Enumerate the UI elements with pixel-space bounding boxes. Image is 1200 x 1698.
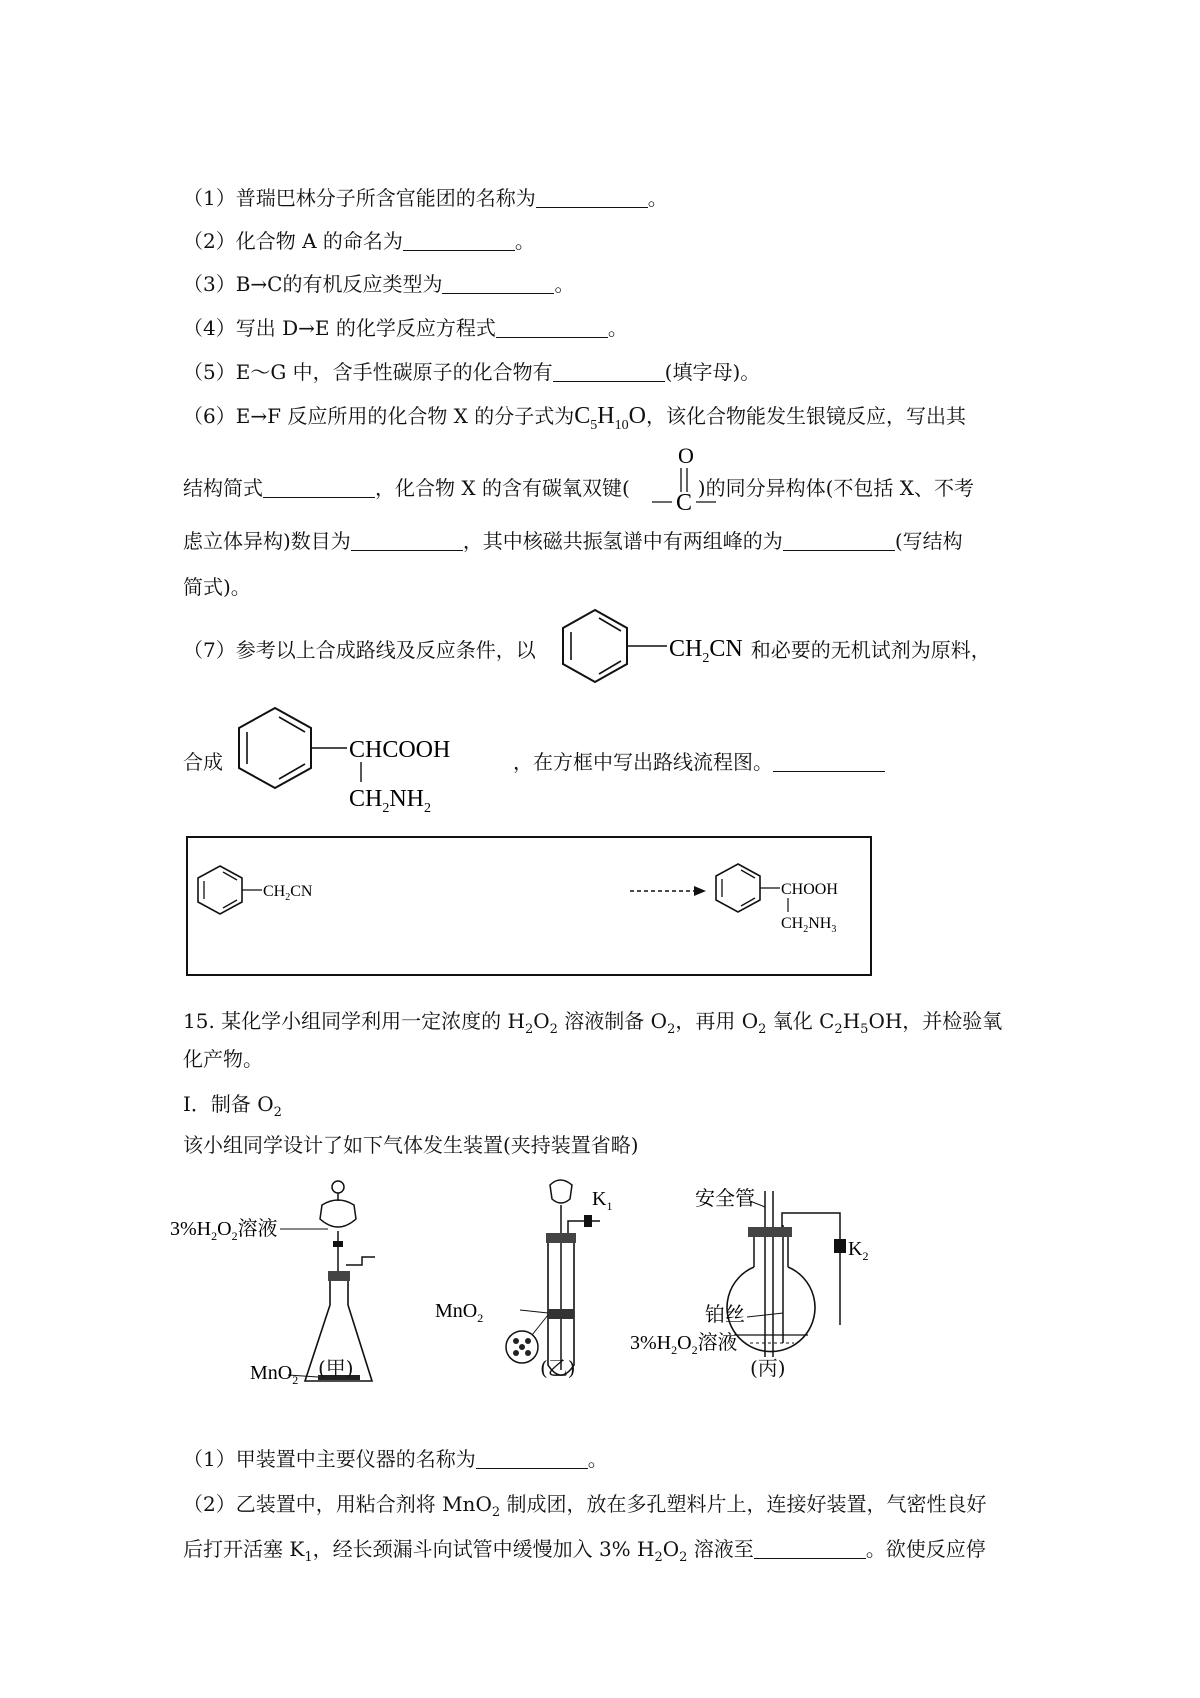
question-14-6-line3: 虑立体异构)数目为 ，其中核磁共振氢谱中有两组峰的为 (写结构 — [183, 529, 963, 553]
question-15-1: （1）甲装置中主要仪器的名称为 。 — [183, 1447, 608, 1471]
benzene-ring — [239, 708, 311, 788]
apparatus-yi — [435, 1180, 612, 1375]
question-14-7: （7）参考以上合成路线及反应条件，以 和必要的无机试剂为原料， — [183, 638, 991, 662]
bing-platinum-label: 铂丝 — [705, 1304, 745, 1326]
question-15-title-line2: 化产物。 — [183, 1047, 263, 1071]
apparatus-yi-label: (乙) — [540, 1356, 576, 1380]
question-14-1: （1）普瑞巴林分子所含官能团的名称为 。 — [183, 186, 668, 210]
question-14-6-line2: 结构简式 ，化合物 X 的含有碳氧双键( )的同分异构体(不包括 X、不考 — [183, 476, 974, 500]
yi-mno2-label: MnO$_2$ — [435, 1300, 484, 1325]
question-14-5: （5）E～G 中，含手性碳原子的化合物有 (填字母)。 — [183, 360, 761, 384]
question-14-7-line2: 合成 ，在方框中写出路线流程图。 — [183, 748, 885, 776]
question-15-title: 15. 某化学小组同学利用一定浓度的 $H_2O_2$ 溶液制备 $O_2$，再用 $O_2$ 氧化 $C_2H_5OH$，并检验氧 — [183, 1009, 1003, 1037]
answer-blank[interactable] — [783, 530, 895, 551]
box-start-material — [190, 860, 330, 920]
apparatus-bing — [630, 1187, 868, 1357]
apparatus-intro: 该小组同学设计了如下气体发生装置(夹持装置省略) — [183, 1133, 639, 1157]
answer-blank[interactable] — [553, 361, 665, 382]
benzyl-cyanide-structure — [555, 606, 780, 686]
bing-safety-tube-label: 安全管 — [695, 1188, 755, 1210]
section-i-heading: Ⅰ．制备 $O_2$ — [183, 1092, 282, 1120]
answer-blank[interactable] — [773, 751, 885, 772]
gas-generation-apparatus — [170, 1175, 1020, 1387]
bing-h2o2-label: $3\%H_2O_2$溶液 — [630, 1332, 738, 1357]
question-14-4: （4）写出 D→E 的化学反应方程式 。 — [183, 316, 628, 340]
benzene-ring — [563, 610, 627, 682]
answer-blank[interactable] — [263, 477, 375, 498]
answer-blank[interactable] — [476, 1448, 588, 1469]
jia-mno2-label: MnO$_2$ — [250, 1362, 299, 1387]
apparatus-jia-label: (甲) — [318, 1356, 354, 1380]
svg-text:CH2CN: $CH_2CN$ — [669, 636, 743, 666]
question-15-2-line2: 后打开活塞 $K_1$，经长颈漏斗向试管中缓慢加入 3% $H_2O_2$ 溶液至 。欲使反应停 — [183, 1537, 986, 1565]
box-end-product — [708, 856, 868, 938]
question-14-2: （2）化合物 A 的命名为 。 — [183, 229, 535, 253]
answer-blank[interactable] — [536, 187, 648, 208]
carbon-atom-label: C — [676, 490, 693, 516]
answer-blank[interactable] — [442, 273, 554, 294]
target-amino-acid-structure — [225, 700, 475, 815]
yi-k1-label: $K_1$ — [592, 1188, 613, 1213]
jia-h2o2-label: $3\%H_2O_2$溶液 — [170, 1218, 278, 1243]
answer-blank[interactable] — [351, 530, 463, 551]
bing-k2-label: $K_2$ — [848, 1238, 869, 1263]
oxygen-atom-label: O — [678, 443, 694, 468]
svg-text:CHCOOH: CHCOOH — [349, 737, 451, 763]
dashed-arrow — [628, 884, 708, 898]
svg-text:CH2NH3: $CH_2NH_3$ — [781, 915, 837, 935]
answer-blank[interactable] — [403, 230, 515, 251]
answer-blank[interactable] — [754, 1538, 866, 1559]
question-14-3: （3）B→C的有机反应类型为 。 — [183, 272, 575, 296]
question-15-2: （2）乙装置中，用粘合剂将 MnO$_2$ 制成团，放在多孔塑料片上，连接好装置，气密性良好 — [183, 1492, 987, 1520]
svg-text:CH2NH2: $CH_2NH_2$ — [349, 786, 432, 816]
formula-c5h10o: $C_5H_{10}O$ — [574, 403, 646, 433]
question-14-6: （6）E→F 反应所用的化合物 X 的分子式为$C_5H_{10}O$，该化合物能发生银镜反应，写出其 — [183, 403, 966, 433]
carbonyl-group-structure — [650, 440, 720, 520]
svg-text:CH2CN: $CH_2CN$ — [263, 883, 313, 903]
question-14-6-line4: 简式)。 — [183, 575, 251, 599]
answer-blank[interactable] — [496, 317, 608, 338]
apparatus-bing-label: (丙) — [750, 1356, 786, 1380]
svg-text:CHOOH: CHOOH — [781, 881, 838, 898]
